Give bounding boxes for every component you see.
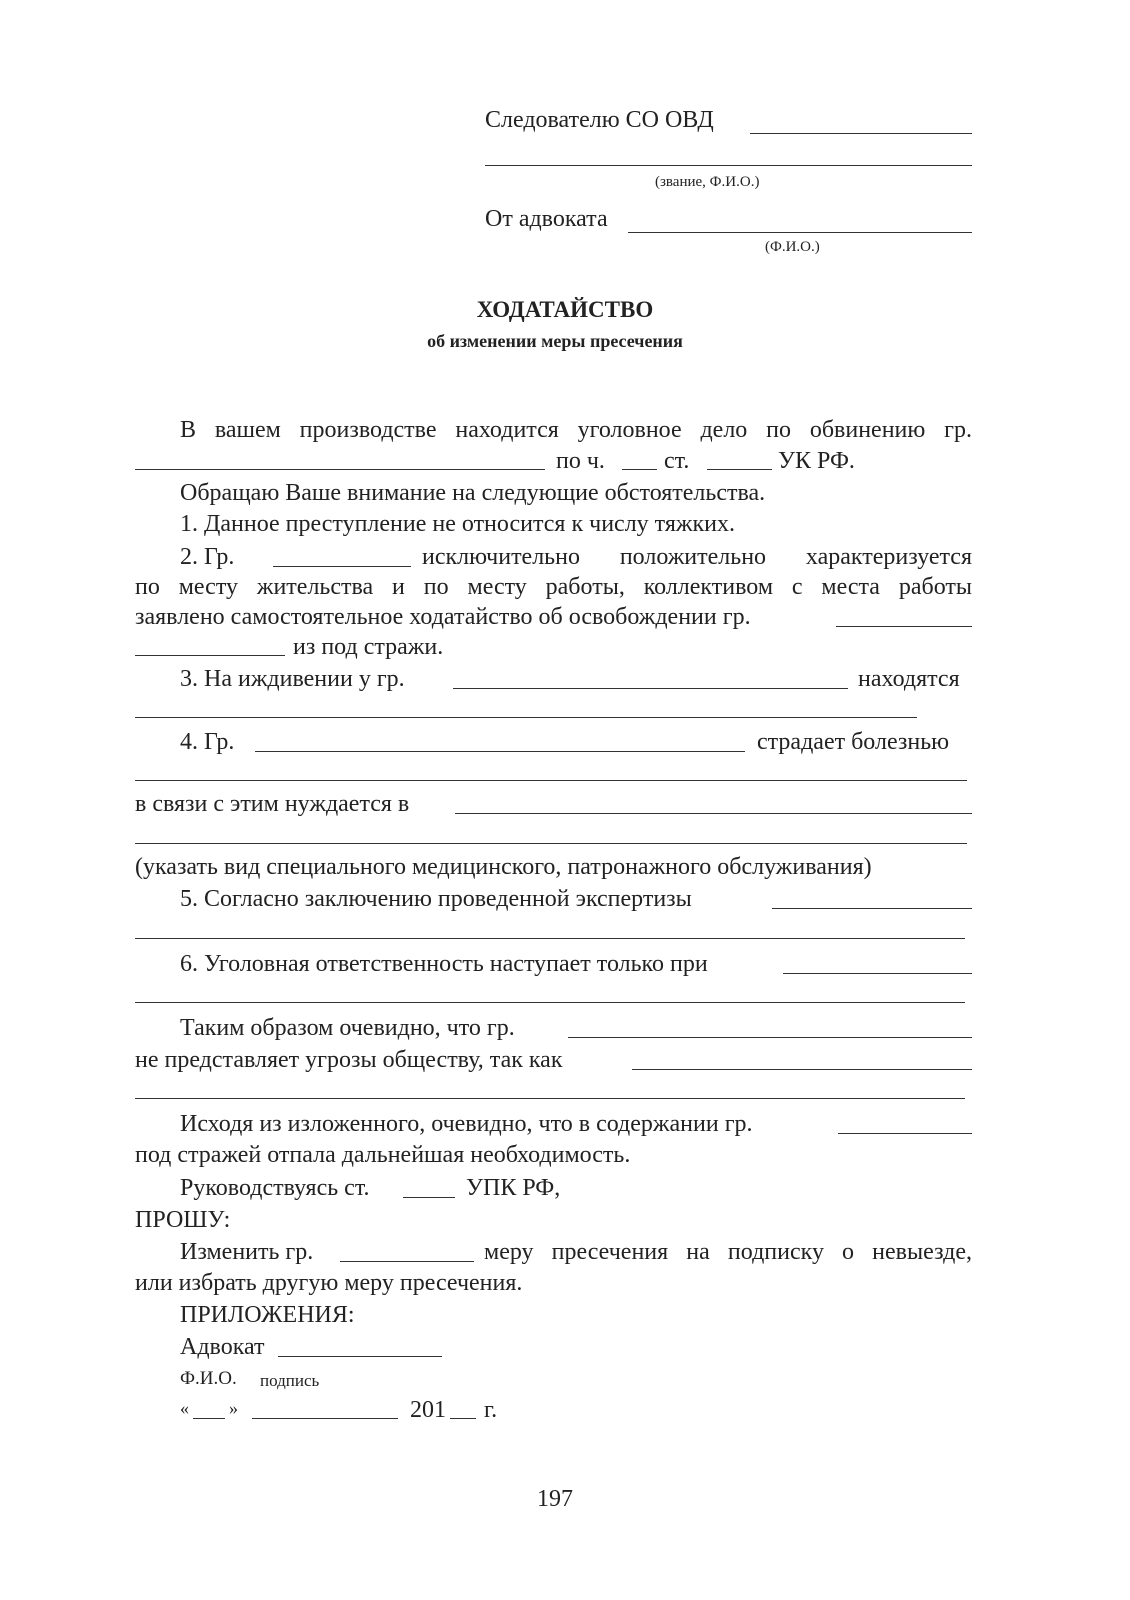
point-6: 6. Уголовная ответственность наступает только при	[180, 951, 708, 977]
point-4-disease-blank[interactable]	[135, 780, 967, 781]
date-close-quote: »	[229, 1398, 238, 1418]
point-2-line-2: по месту жительства и по месту работы, коллективом с места работы	[135, 574, 972, 600]
document-title: ХОДАТАЙСТВО	[476, 297, 654, 322]
point-5: 5. Согласно заключению проведенной экспертизы	[180, 886, 692, 912]
guided-article-blank[interactable]	[403, 1197, 455, 1198]
prosu-heading: ПРОШУ:	[135, 1207, 231, 1233]
thus-name-blank[interactable]	[568, 1037, 972, 1038]
point-2-name-blank[interactable]	[273, 566, 411, 567]
point-1: 1. Данное преступление не относится к числу тяжких.	[180, 511, 735, 537]
year-suffix: г.	[484, 1397, 498, 1423]
change-line-2: или избрать другую меру пресечения.	[135, 1270, 523, 1296]
based-line-2: под стражей отпала дальнейшая необходимость.	[135, 1142, 631, 1168]
point-5-blank-2[interactable]	[135, 938, 965, 939]
page-number: 197	[537, 1486, 573, 1512]
point-4-need-blank[interactable]	[455, 813, 972, 814]
change-name-blank[interactable]	[340, 1261, 474, 1262]
point-3-end: находятся	[858, 666, 960, 692]
po-ch-label: по ч.	[556, 448, 605, 474]
guided-end: УПК РФ,	[466, 1175, 561, 1201]
point-4-end: страдает болезнью	[757, 729, 950, 755]
point-6-blank-2[interactable]	[135, 1002, 965, 1003]
date-open-quote: «	[180, 1398, 189, 1418]
point-5-blank[interactable]	[772, 908, 972, 909]
from-label: От адвоката	[485, 206, 608, 232]
point-6-blank[interactable]	[783, 973, 972, 974]
point-2-release-blank[interactable]	[836, 626, 972, 627]
attachments-heading: ПРИЛОЖЕНИЯ:	[180, 1302, 355, 1328]
change-start: Изменить гр.	[180, 1239, 314, 1265]
document-subtitle: об изменении меры пресечения	[427, 331, 683, 351]
based-line-1: Исходя из изложенного, очевидно, что в содержании гр.	[180, 1111, 753, 1137]
rank-caption: (звание, Ф.И.О.)	[655, 174, 760, 190]
lawyer-name-blank[interactable]	[628, 232, 972, 233]
point-2-line-3: заявлено самостоятельное ходатайство об освобождении гр.	[135, 604, 751, 630]
point-2-start: 2. Гр.	[180, 544, 235, 570]
thus-line-1: Таким образом очевидно, что гр.	[180, 1015, 515, 1041]
thus-reason-blank-2[interactable]	[135, 1098, 965, 1099]
point-3-name-blank[interactable]	[453, 688, 848, 689]
recipient-label: Следователю СО ОВД	[485, 107, 714, 133]
year-prefix: 201	[410, 1397, 446, 1423]
point-3-dependents-blank[interactable]	[135, 717, 917, 718]
point-2-release-blank-2[interactable]	[135, 655, 285, 656]
point-3-start: 3. На иждивении у гр.	[180, 666, 405, 692]
change-end: меру пресечения на подписку о невыезде,	[484, 1239, 972, 1265]
point-4-need: в связи с этим нуждается в	[135, 791, 410, 817]
point-4-name-blank[interactable]	[255, 751, 745, 752]
attention-line: Обращаю Ваше внимание на следующие обстоятельства.	[180, 480, 766, 506]
accused-name-blank[interactable]	[135, 469, 545, 470]
intro-line-1: В вашем производстве находится уголовное дело по обвинению гр.	[180, 417, 972, 443]
recipient-blank[interactable]	[750, 133, 972, 134]
date-day-blank[interactable]	[193, 1418, 225, 1419]
point-2-line-4: из под стражи.	[293, 634, 444, 660]
based-name-blank[interactable]	[838, 1133, 972, 1134]
guided-start: Руководствуясь ст.	[180, 1175, 370, 1201]
point-4-need-blank-2[interactable]	[135, 843, 967, 844]
part-blank[interactable]	[622, 469, 657, 470]
point-4-start: 4. Гр.	[180, 729, 235, 755]
lawyer-signature-blank[interactable]	[278, 1356, 442, 1357]
st-label: ст.	[664, 448, 690, 474]
point-2-rest: исключительно положительно характеризуется	[422, 544, 972, 570]
signature-label: подпись	[260, 1371, 320, 1390]
point-4-note: (указать вид специального медицинского, патронажного обслуживания)	[135, 854, 872, 880]
fio-label: Ф.И.О.	[180, 1368, 237, 1389]
thus-reason-blank[interactable]	[632, 1069, 972, 1070]
rank-blank[interactable]	[485, 165, 972, 166]
date-month-blank[interactable]	[252, 1418, 398, 1419]
uk-label: УК РФ.	[778, 448, 855, 474]
year-blank[interactable]	[450, 1418, 476, 1419]
lawyer-label: Адвокат	[180, 1334, 265, 1360]
fio-caption: (Ф.И.О.)	[765, 239, 820, 255]
thus-line-2: не представляет угрозы обществу, так как	[135, 1047, 563, 1073]
article-blank[interactable]	[707, 469, 772, 470]
